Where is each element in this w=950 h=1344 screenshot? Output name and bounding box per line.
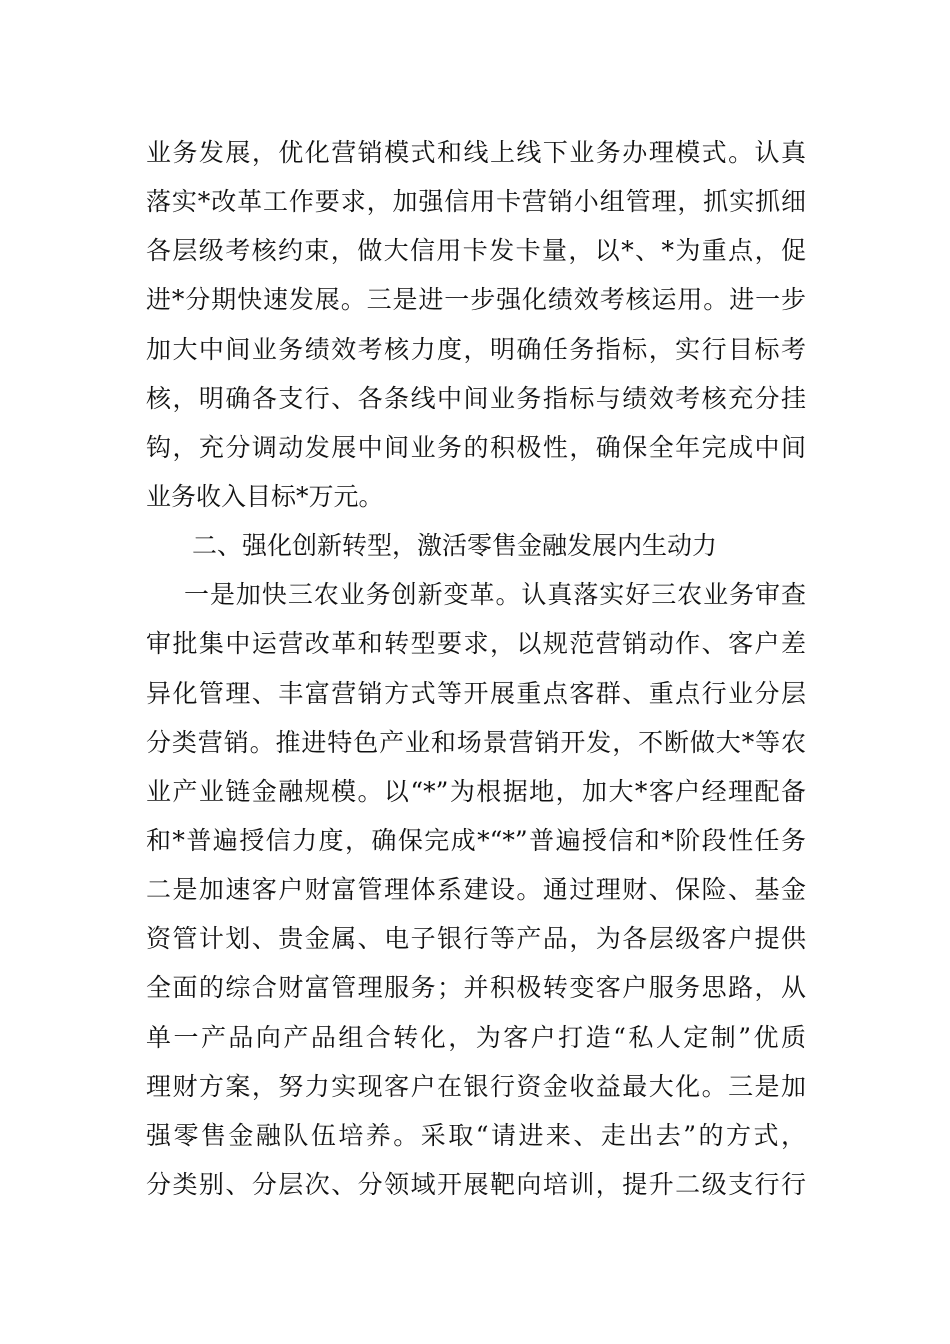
text-line: 落实*改革工作要求，加强信用卡营销小组管理，抓实抓细 [146,187,806,217]
text-line: 资管计划、贵金属、电子银行等产品，为各层级客户提供 [146,924,806,954]
text-line: 一是加快三农业务创新变革。认真落实好三农业务审查 [184,580,806,610]
text-line: 钩，充分调动发展中间业务的积极性，确保全年完成中间 [146,432,806,462]
text-line: 理财方案，努力实现客户在银行资金收益最大化。三是加 [146,1071,806,1101]
text-line: 和*普遍授信力度，确保完成*“*”普遍授信和*阶段性任务 [146,825,806,855]
body-text [146,128,806,1209]
text-line: 分类别、分层次、分领域开展靶向培训，提升二级支行行 [146,1169,806,1199]
text-line: 分类营销。推进特色产业和场景营销开发，不断做大*等农 [146,727,806,757]
text-line: 业务发展，优化营销模式和线上线下业务办理模式。认真 [146,138,806,167]
text-line: 异化管理、丰富营销方式等开展重点客群、重点行业分层 [146,678,806,708]
text-line: 加大中间业务绩效考核力度，明确任务指标，实行目标考 [146,334,806,364]
text-line: 核，明确各支行、各条线中间业务指标与绩效考核充分挂 [146,383,806,413]
text-line: 全面的综合财富管理服务；并积极转变客户服务思路，从 [146,973,806,1003]
text-line: 二是加速客户财富管理体系建设。通过理财、保险、基金 [146,875,806,905]
text-line: 审批集中运营改革和转型要求，以规范营销动作、客户差 [146,629,806,659]
text-line: 单一产品向产品组合转化，为客户打造“私人定制”优质 [146,1022,806,1052]
text-line: 业务收入目标*万元。 [146,481,384,511]
text-line: 各层级考核约束，做大信用卡发卡量，以*、*为重点，促 [146,236,806,266]
text-line: 强零售金融队伍培养。采取“请进来、走出去”的方式， [146,1120,806,1150]
text-line: 业产业链金融规模。以“*”为根据地，加大*客户经理配备 [146,776,806,806]
section-heading: 二、强化创新转型，激活零售金融发展内生动力 [192,531,718,561]
text-line: 进*分期快速发展。三是进一步强化绩效考核运用。进一步 [146,285,806,315]
